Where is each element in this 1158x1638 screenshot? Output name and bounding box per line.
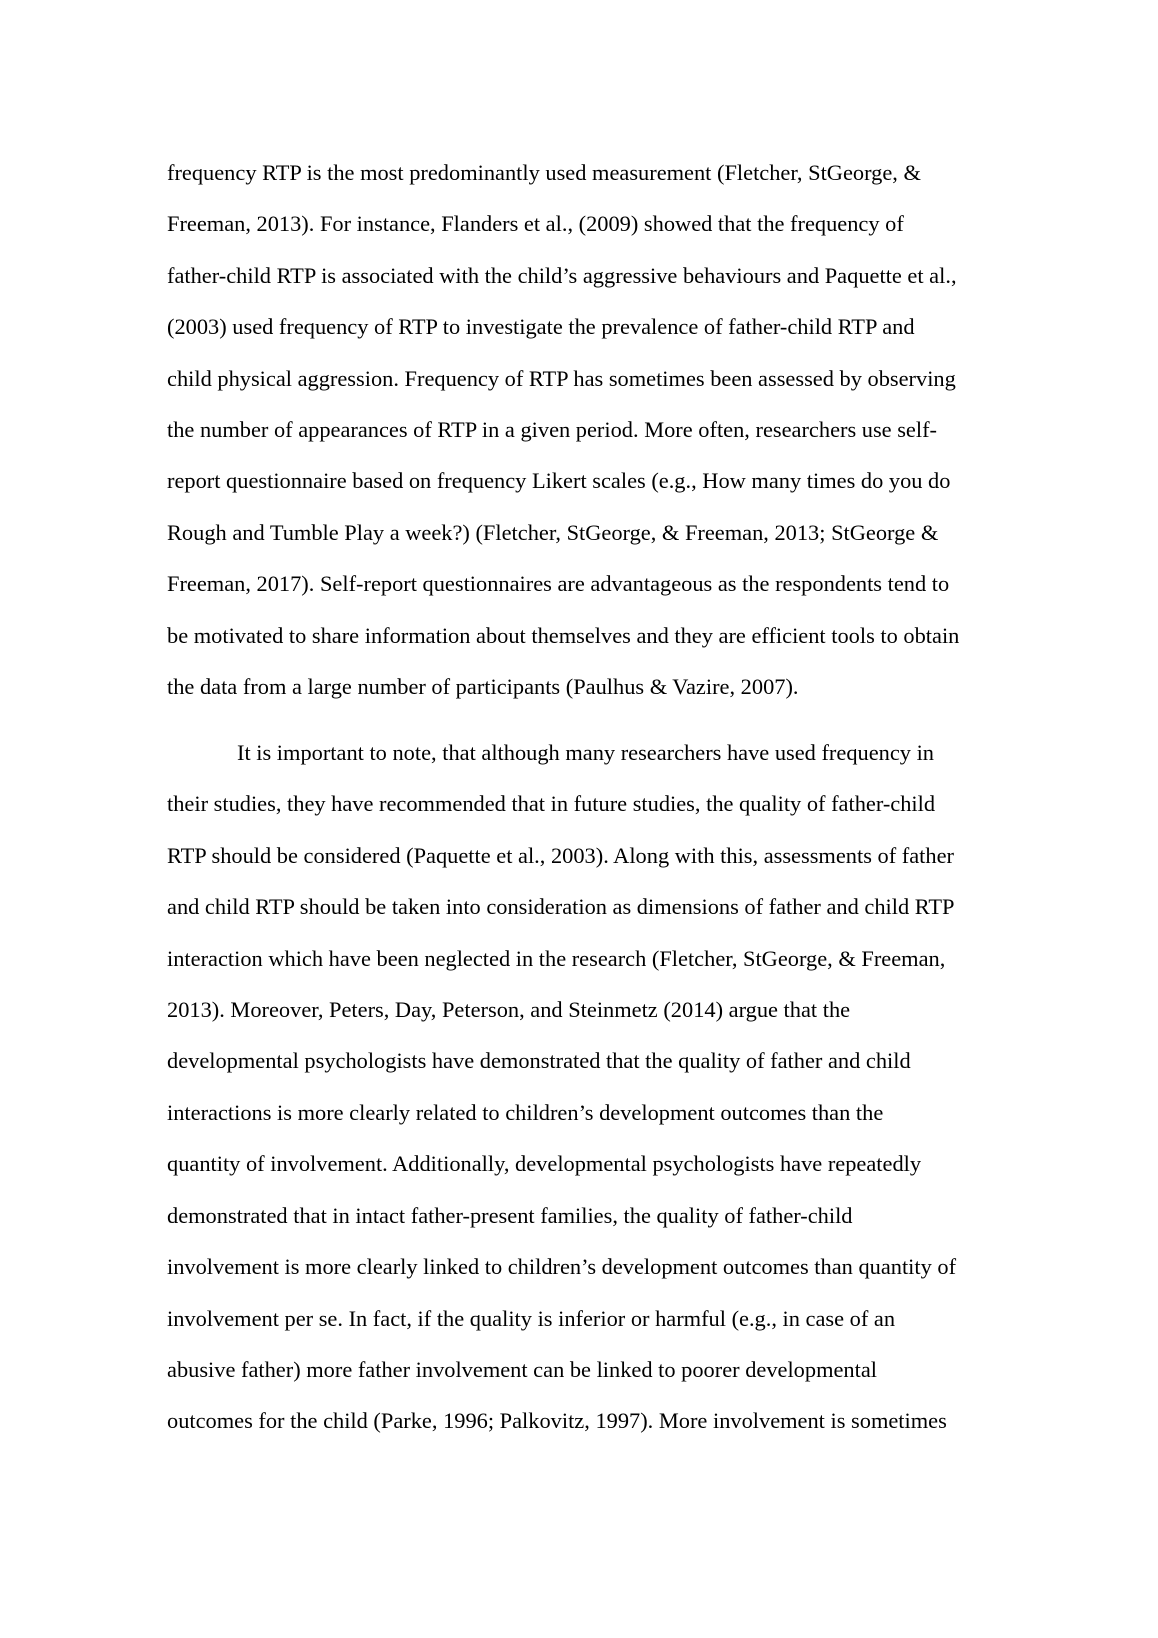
text-line: Rough and Tumble Play a week?) (Fletcher, StGeorge, & Freeman, 2013; StGeorge & — [167, 520, 939, 545]
text-line: quantity of involvement. Additionally, developmental psychologists have repeatedly — [167, 1151, 922, 1176]
text-line: outcomes for the child (Parke, 1996; Palkovitz, 1997). More involvement is sometimes — [167, 1408, 947, 1433]
text-line: report questionnaire based on frequency Likert scales (e.g., How many times do you do — [167, 468, 951, 493]
text-line: be motivated to share information about themselves and they are efficient tools to obtain — [167, 623, 960, 648]
text-line: It is important to note, that although many researchers have used frequency in — [237, 740, 934, 765]
text-line: involvement is more clearly linked to children’s development outcomes than quantity of — [167, 1254, 957, 1279]
text-line: the number of appearances of RTP in a given period. More often, researchers use self- — [167, 417, 938, 442]
text-line: RTP should be considered (Paquette et al., 2003). Along with this, assessments of father — [167, 843, 954, 868]
text-line: and child RTP should be taken into consideration as dimensions of father and child RTP — [167, 894, 955, 919]
text-line: demonstrated that in intact father-present families, the quality of father-child — [167, 1203, 853, 1228]
text-line: Freeman, 2013). For instance, Flanders et al., (2009) showed that the frequency of — [167, 211, 904, 236]
text-line: father-child RTP is associated with the child’s aggressive behaviours and Paquette et al., — [167, 263, 957, 288]
text-line: the data from a large number of participants (Paulhus & Vazire, 2007). — [167, 674, 799, 699]
text-line: 2013). Moreover, Peters, Day, Peterson, and Steinmetz (2014) argue that the — [167, 997, 851, 1022]
text-line: interaction which have been neglected in the research (Fletcher, StGeorge, & Freeman, — [167, 946, 946, 971]
text-line: (2003) used frequency of RTP to investigate the prevalence of father-child RTP and — [167, 314, 915, 339]
text-line: frequency RTP is the most predominantly used measurement (Fletcher, StGeorge, & — [167, 160, 921, 185]
text-line: their studies, they have recommended that in future studies, the quality of father-child — [167, 791, 936, 816]
text-line: interactions is more clearly related to children’s development outcomes than the — [167, 1100, 884, 1125]
text-line: developmental psychologists have demonstrated that the quality of father and child — [167, 1048, 911, 1073]
text-line: Freeman, 2017). Self-report questionnaires are advantageous as the respondents tend to — [167, 571, 950, 596]
text-line: abusive father) more father involvement can be linked to poorer developmental — [167, 1357, 878, 1382]
text-line: child physical aggression. Frequency of RTP has sometimes been assessed by observing — [167, 366, 956, 391]
text-line: involvement per se. In fact, if the quality is inferior or harmful (e.g., in case of an — [167, 1306, 896, 1331]
